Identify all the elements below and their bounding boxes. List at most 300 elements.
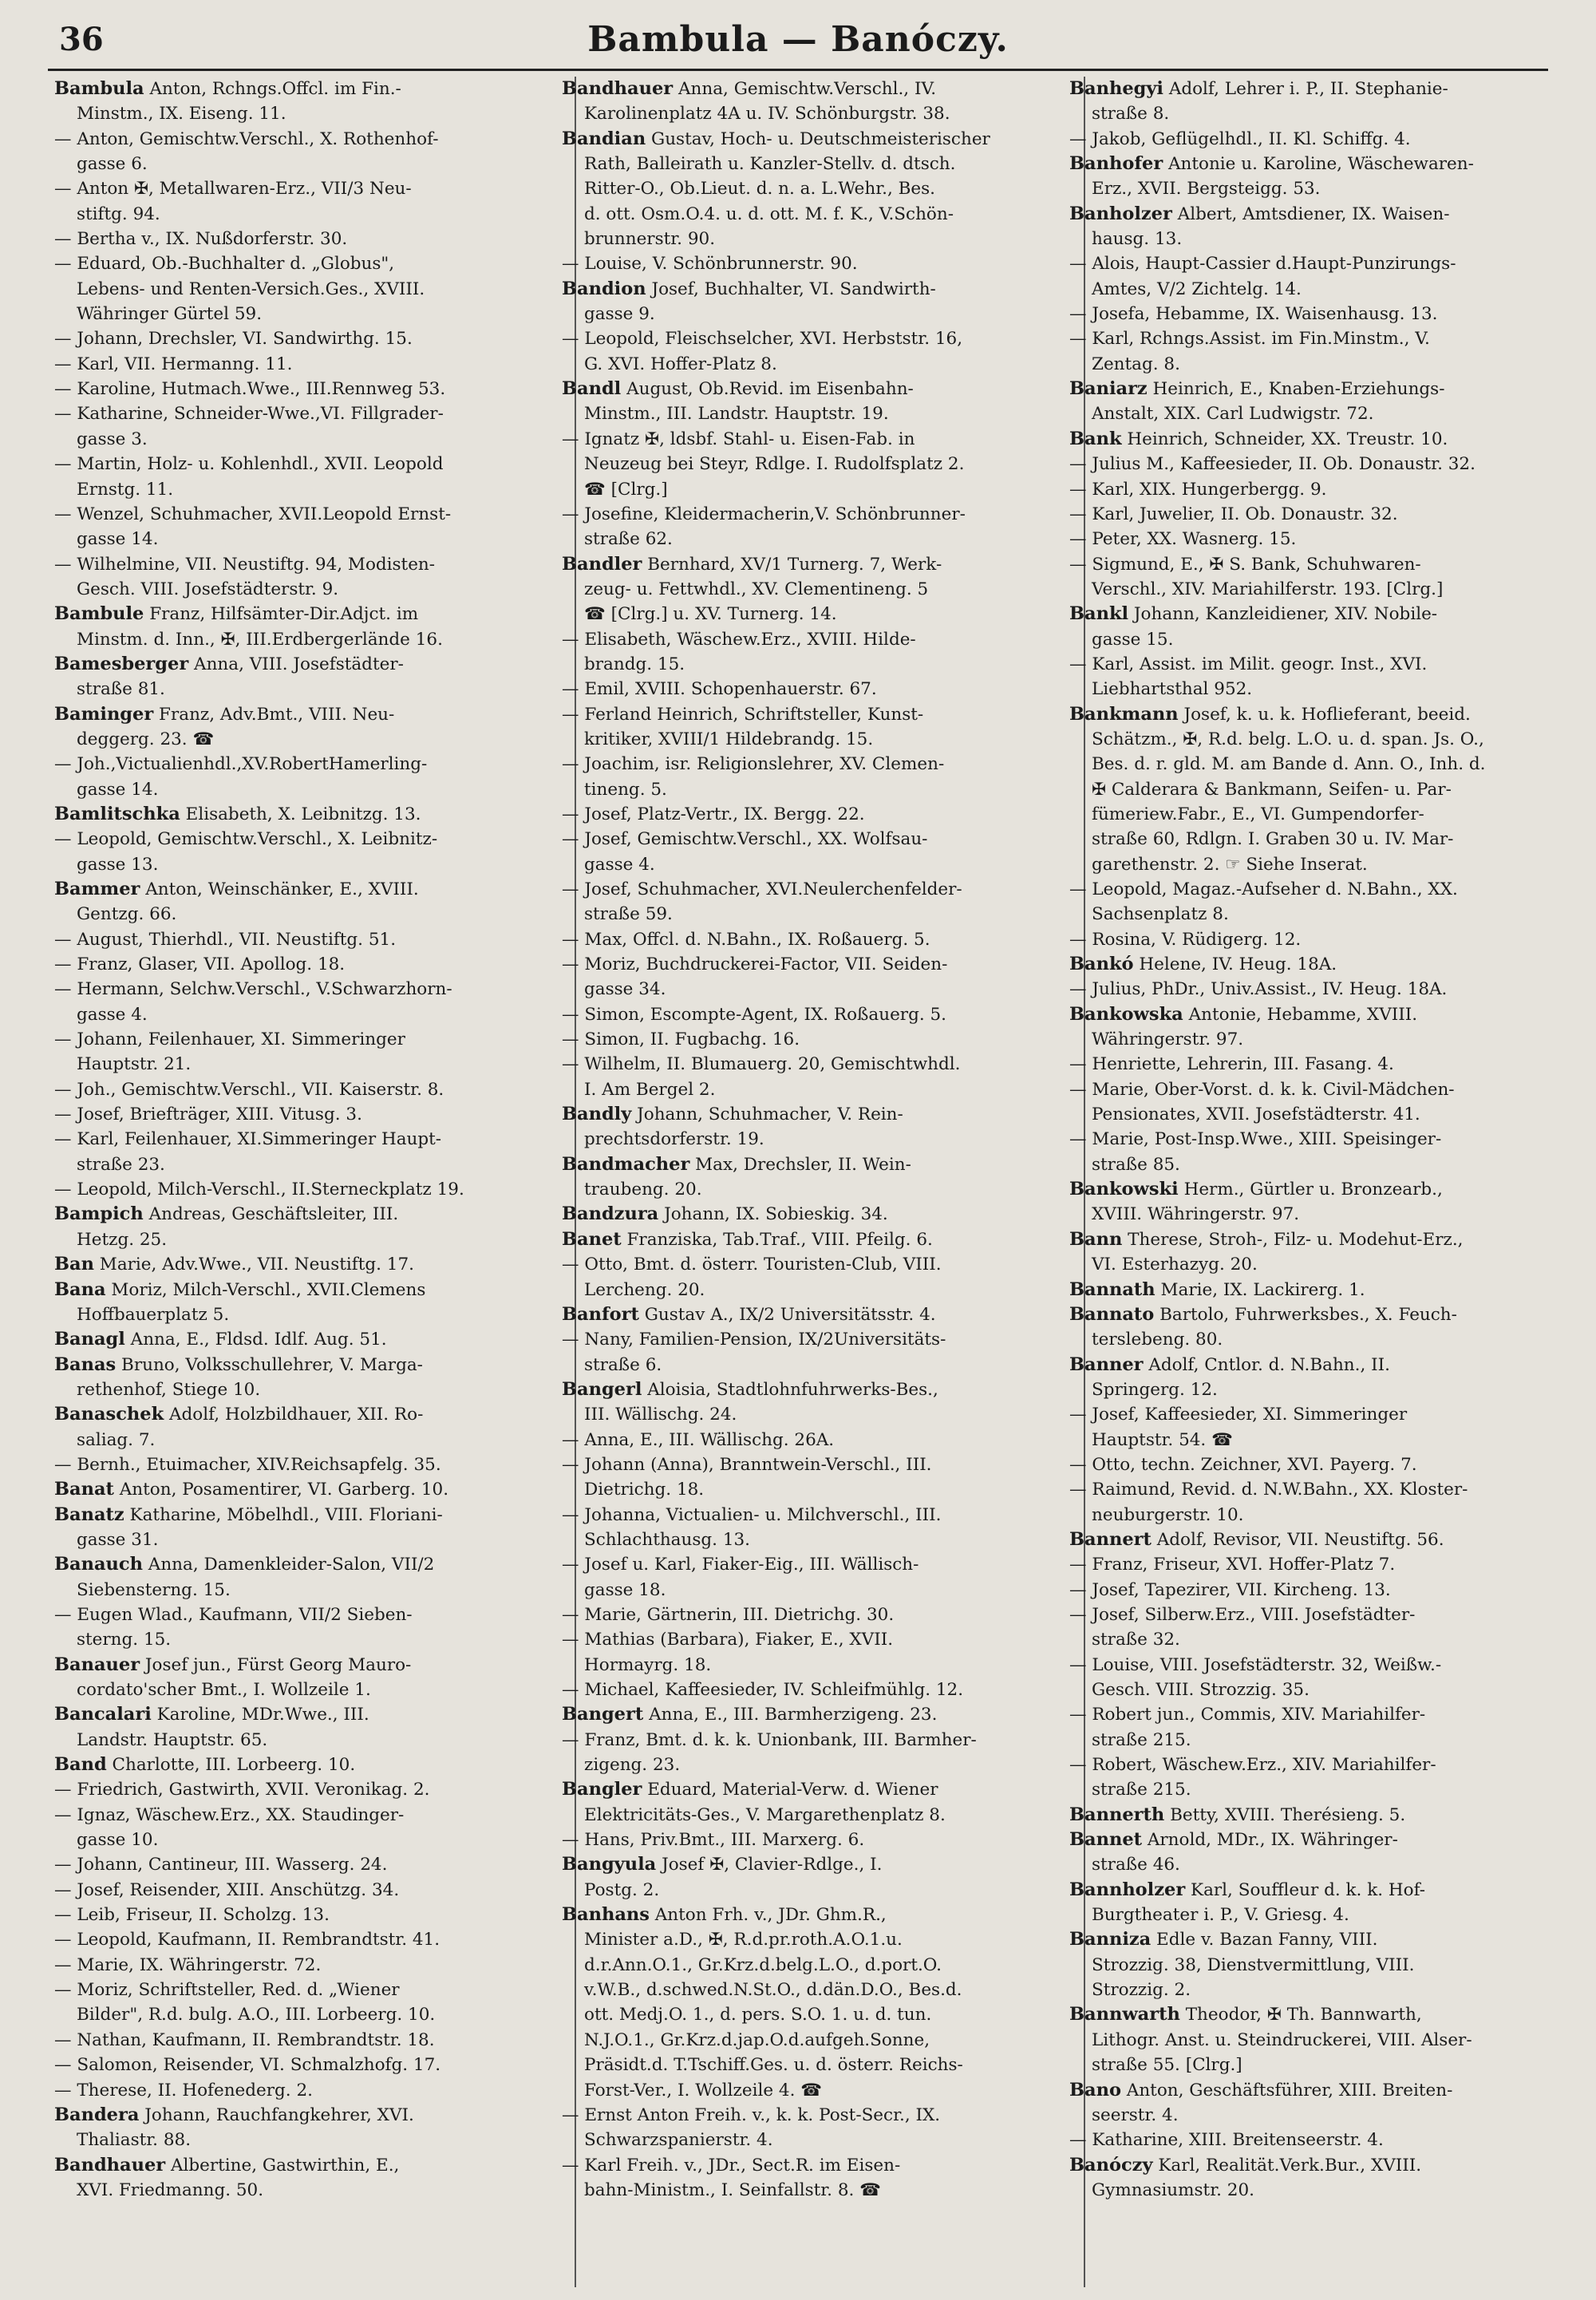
directory-entry xyxy=(1069,251,1548,302)
entry-surname: Baniarz xyxy=(1069,378,1148,400)
entry-surname: Bankowska xyxy=(1069,1003,1183,1025)
entry-line: — Leopold, Magaz.-Aufseher d. N.Bahn., XX. xyxy=(1069,879,1458,899)
directory-entry xyxy=(562,251,1041,276)
directory-entry xyxy=(54,1803,533,1853)
entry-line: — Jakob, Geflügelhdl., II. Kl. Schiffg. 4. xyxy=(1069,128,1411,149)
entry-line: straße 6. xyxy=(584,1354,662,1375)
entry-line: Landstr. Hauptstr. 65. xyxy=(77,1729,268,1750)
entry-line: — Marie, Post-Insp.Wwe., XIII. Speisinger- xyxy=(1069,1129,1442,1150)
entry-line: — Leopold, Kaufmann, II. Rembrandtstr. 41. xyxy=(54,1930,440,1950)
entry-line: Bandzura Johann, IX. Sobieskig. 34. xyxy=(562,1203,888,1225)
entry-line: — Salomon, Reisender, VI. Schmalzhofg. 17. xyxy=(54,2055,441,2076)
entry-line: brunnerstr. 90. xyxy=(584,229,716,250)
directory-entry xyxy=(54,1852,533,1877)
entry-line: VI. Esterhazyg. 20. xyxy=(1092,1255,1258,1275)
entry-surname: Bannholzer xyxy=(1069,1879,1186,1900)
entry-line: Bandly Johann, Schuhmacher, V. Rein- xyxy=(562,1104,903,1125)
entry-line: Banaschek Adolf, Holzbildhauer, XII. Ro- xyxy=(54,1404,424,1425)
directory-entry xyxy=(1069,1552,1548,1577)
directory-entry xyxy=(1069,1578,1548,1602)
entry-line: straße 62. xyxy=(584,529,673,550)
entry-line: Forst-Ver., I. Wollzeile 4. ☎ xyxy=(584,2080,823,2100)
entry-line: — Max, Offcl. d. N.Bahn., IX. Roßauerg. 5. xyxy=(562,929,930,950)
entry-line: zigeng. 23. xyxy=(584,1755,681,1776)
entry-line: Banagl Anna, E., Fldsd. Idlf. Aug. 51. xyxy=(54,1329,387,1350)
directory-entry xyxy=(1069,527,1548,551)
entry-surname: Banóczy xyxy=(1069,2154,1153,2176)
directory-entry xyxy=(1069,1477,1548,1527)
directory-entry xyxy=(54,1702,533,1753)
entry-line: Dietrichg. 18. xyxy=(584,1480,705,1500)
directory-entry xyxy=(54,1177,533,1202)
directory-entry xyxy=(1069,1227,1548,1278)
entry-line: Bandmacher Max, Drechsler, II. Wein- xyxy=(562,1153,911,1175)
directory-entry xyxy=(562,1428,1041,1452)
entry-line: gasse 15. xyxy=(1092,629,1174,650)
directory-entry xyxy=(1069,152,1548,202)
entry-line: — Josef, Kaffeesieder, XI. Simmeringer xyxy=(1069,1405,1408,1425)
entry-line: Banauer Josef jun., Fürst Georg Mauro- xyxy=(54,1654,412,1675)
directory-entry xyxy=(1069,977,1548,1002)
entry-line: — Emil, XVIII. Schopenhauerstr. 67. xyxy=(562,679,877,700)
entry-line: Bangler Eduard, Material-Verw. d. Wiener xyxy=(562,1779,938,1800)
directory-entry xyxy=(54,127,533,177)
directory-entry xyxy=(54,877,533,927)
directory-entry xyxy=(1069,2153,1548,2203)
directory-entry xyxy=(54,1452,533,1477)
entry-line: — Josef u. Karl, Fiaker-Eig., III. Wällisch- xyxy=(562,1555,919,1575)
directory-entry xyxy=(562,1552,1041,1602)
entry-line: Bandion Josef, Buchhalter, VI. Sandwirth- xyxy=(562,278,936,299)
entry-line: — Nany, Familien-Pension, IX/2Universitäts- xyxy=(562,1330,946,1350)
directory-entry xyxy=(1069,1052,1548,1077)
directory-entry xyxy=(54,1477,533,1502)
entry-line: I. Am Bergel 2. xyxy=(584,1079,716,1100)
entry-line: — Mathias (Barbara), Fiaker, E., XVII. xyxy=(562,1630,894,1650)
entry-line: — Rosina, V. Rüdigerg. 12. xyxy=(1069,929,1302,950)
directory-entry xyxy=(562,77,1041,127)
entry-surname: Banet xyxy=(562,1228,622,1250)
page-title: Bambula — Banóczy. xyxy=(587,19,1009,60)
entry-line: sterng. 15. xyxy=(77,1630,172,1650)
directory-entry xyxy=(562,1102,1041,1152)
entry-line: — Ignaz, Wäschew.Erz., XX. Staudinger- xyxy=(54,1804,405,1825)
entry-line: Hetzg. 25. xyxy=(77,1229,168,1250)
directory-entry xyxy=(54,1402,533,1452)
entry-surname: Bamlitschka xyxy=(54,803,180,824)
directory-entry xyxy=(1069,326,1548,377)
entry-line: — Robert, Wäschew.Erz., XIV. Mariahilfer- xyxy=(1069,1755,1436,1776)
entry-line: Ritter-O., Ob.Lieut. d. n. a. L.Wehr., Bes. xyxy=(584,179,936,200)
entry-line: — Johann, Drechsler, VI. Sandwirthg. 15. xyxy=(54,329,413,350)
entry-line: Minstm., III. Landstr. Hauptstr. 19. xyxy=(584,404,889,425)
directory-entry xyxy=(54,952,533,977)
entry-line: gasse 4. xyxy=(584,854,655,875)
entry-surname: Bannath xyxy=(1069,1278,1156,1300)
entry-line: Strozzig. 38, Dienstvermittlung, VIII. xyxy=(1092,1954,1415,1975)
directory-entry xyxy=(54,1102,533,1127)
directory-entry xyxy=(54,652,533,702)
entry-surname: Banatz xyxy=(54,1504,124,1525)
entry-line: tineng. 5. xyxy=(584,779,667,800)
entry-line: straße 81. xyxy=(77,679,165,700)
entry-line: — Josefine, Kleidermacherin,V. Schönbrunner- xyxy=(562,504,966,524)
entry-line: Siebensterng. 15. xyxy=(77,1579,231,1600)
entry-line: gasse 34. xyxy=(584,979,666,1000)
entry-surname: Banniza xyxy=(1069,1929,1152,1950)
entry-line: Bambule Franz, Hilfsämter-Dir.Adjct. im xyxy=(54,603,419,625)
entry-line: — Nathan, Kaufmann, II. Rembrandtstr. 18. xyxy=(54,2029,435,2050)
directory-entry xyxy=(54,1777,533,1802)
entry-line: XVIII. Währingerstr. 97. xyxy=(1092,1204,1300,1225)
entry-surname: Ban xyxy=(54,1254,94,1275)
entry-line: — Karl, VII. Hermanng. 11. xyxy=(54,354,293,374)
entry-line: terslebeng. 80. xyxy=(1092,1330,1223,1350)
directory-entry xyxy=(54,326,533,351)
directory-entry xyxy=(562,877,1041,927)
entry-line: — Wenzel, Schuhmacher, XVII.Leopold Ernst- xyxy=(54,504,452,524)
entry-surname: Bannert xyxy=(1069,1528,1152,1550)
directory-entry xyxy=(1069,502,1548,527)
entry-line: Hormayrg. 18. xyxy=(584,1654,712,1675)
entry-line: Thaliastr. 88. xyxy=(77,2130,192,2151)
directory-entry xyxy=(562,1002,1041,1027)
entry-line: Minister a.D., ✠, R.d.pr.roth.A.O.1.u. xyxy=(584,1930,903,1950)
entry-line: gasse 6. xyxy=(77,154,148,175)
entry-surname: Banhans xyxy=(562,1904,650,1926)
directory-entry xyxy=(562,1152,1041,1203)
entry-surname: Bandion xyxy=(562,278,646,299)
entry-line: gasse 18. xyxy=(584,1579,666,1600)
entry-line: Sachsenplatz 8. xyxy=(1092,904,1229,925)
entry-surname: Bandera xyxy=(54,2104,140,2125)
directory-entry xyxy=(54,1252,533,1277)
entry-surname: Banhofer xyxy=(1069,153,1163,175)
entry-line: — Joachim, isr. Religionslehrer, XV. Clemen- xyxy=(562,754,945,775)
entry-line: Schlachthausg. 13. xyxy=(584,1529,751,1550)
directory-entry xyxy=(54,1602,533,1653)
entry-line: gasse 10. xyxy=(77,1830,159,1851)
entry-line: Pensionates, XVII. Josefstädterstr. 41. xyxy=(1092,1105,1420,1125)
directory-entry xyxy=(54,752,533,802)
entry-line: traubeng. 20. xyxy=(584,1180,702,1200)
entry-line: — Raimund, Revid. d. N.W.Bahn., XX. Kloster- xyxy=(1069,1480,1468,1500)
directory-entry xyxy=(54,251,533,326)
entry-line: — Leopold, Fleischselcher, XVI. Herbststr. 16, xyxy=(562,329,963,350)
entry-line: — Katharine, Schneider-Wwe.,VI. Fillgrader- xyxy=(54,404,444,425)
entry-line: Lercheng. 20. xyxy=(584,1279,705,1300)
entry-line: Währingerstr. 97. xyxy=(1092,1029,1244,1050)
entry-surname: Bangerl xyxy=(562,1378,642,1400)
entry-surname: Banauch xyxy=(54,1554,143,1575)
entry-line: Gesch. VIII. Josefstädterstr. 9. xyxy=(77,579,339,599)
entry-line: straße 8. xyxy=(1092,104,1170,124)
entry-surname: Banagl xyxy=(54,1329,125,1350)
directory-entry xyxy=(562,952,1041,1002)
entry-line: gasse 31. xyxy=(77,1529,159,1550)
directory-entry xyxy=(562,1202,1041,1227)
entry-line: Bannert Adolf, Revisor, VII. Neustiftg. 56. xyxy=(1069,1528,1444,1550)
entry-surname: Banholzer xyxy=(1069,203,1172,224)
entry-line: — Alois, Haupt-Cassier d.Haupt-Punzirungs- xyxy=(1069,254,1456,275)
directory-entry xyxy=(1069,1077,1548,1128)
entry-line: — Anton, Gemischtw.Verschl., X. Rothenhof- xyxy=(54,128,439,149)
directory-entry xyxy=(562,1503,1041,1553)
entry-line: — Josef, Gemischtw.Verschl., XX. Wolfsau- xyxy=(562,829,928,850)
entry-line: Bancalari Karoline, MDr.Wwe., III. xyxy=(54,1704,369,1725)
entry-line: Lebens- und Renten-Versich.Ges., XVIII. xyxy=(77,279,425,299)
directory-entry xyxy=(562,702,1041,753)
directory-entry xyxy=(562,377,1041,427)
entry-line: Währinger Gürtel 59. xyxy=(77,304,263,325)
directory-entry xyxy=(1069,1753,1548,1803)
entry-line: Bano Anton, Geschäftsführer, XIII. Breiten- xyxy=(1069,2079,1453,2100)
entry-line: Karolinenplatz 4A u. IV. Schönburgstr. 38. xyxy=(584,104,950,124)
entry-line: Minstm. d. Inn., ✠, III.Erdbergerlände 16. xyxy=(77,629,443,650)
entry-line: Bammer Anton, Weinschänker, E., XVIII. xyxy=(54,879,419,899)
directory-entry xyxy=(54,1327,533,1352)
entry-line: Neuzeug bei Steyr, Rdlge. I. Rudolfsplatz 2. xyxy=(584,454,965,475)
entry-line: — Katharine, XIII. Breitenseerstr. 4. xyxy=(1069,2130,1384,2151)
entry-line: — Josefa, Hebamme, IX. Waisenhausg. 13. xyxy=(1069,304,1438,325)
directory-entry xyxy=(562,2103,1041,2153)
entry-line: bahn-Ministm., I. Seinfallstr. 8. ☎ xyxy=(584,2179,881,2200)
directory-entry xyxy=(562,1627,1041,1678)
entry-line: Bankowska Antonie, Hebamme, XVIII. xyxy=(1069,1003,1418,1025)
entry-line: Baniarz Heinrich, E., Knaben-Erziehungs- xyxy=(1069,378,1445,400)
entry-line: Band Charlotte, III. Lorbeerg. 10. xyxy=(54,1754,356,1776)
entry-line: — Moriz, Schriftsteller, Red. d. „Wiener xyxy=(54,1980,400,2001)
header-rule xyxy=(48,69,1548,71)
entry-line: Bes. d. r. gld. M. am Bande d. Ann. O., Inh. d. xyxy=(1092,754,1486,775)
directory-entry xyxy=(562,1452,1041,1503)
entry-surname: Bammer xyxy=(54,879,140,899)
entry-surname: Bannato xyxy=(1069,1303,1155,1325)
entry-line: straße 55. [Clrg.] xyxy=(1092,2055,1242,2076)
directory-entry xyxy=(54,2078,533,2103)
entry-surname: Bankmann xyxy=(1069,703,1179,725)
directory-entry xyxy=(562,1602,1041,1627)
entry-surname: Bandian xyxy=(562,128,646,149)
directory-entry xyxy=(54,977,533,1027)
entry-line: XVI. Friedmanng. 50. xyxy=(77,2179,264,2200)
entry-line: — Julius, PhDr., Univ.Assist., IV. Heug. 18A. xyxy=(1069,979,1448,1000)
directory-entry xyxy=(54,1278,533,1328)
entry-line: d.r.Ann.O.1., Gr.Krz.d.belg.L.O., d.port.O. xyxy=(584,1954,942,1975)
entry-line: Erz., XVII. Bergsteigg. 53. xyxy=(1092,179,1321,200)
directory-entry xyxy=(1069,1127,1548,1177)
directory-entry xyxy=(562,1678,1041,1702)
entry-line: — Franz, Glaser, VII. Apollog. 18. xyxy=(54,954,346,975)
entry-surname: Bangyula xyxy=(562,1854,657,1875)
directory-entry xyxy=(562,1327,1041,1377)
directory-entry xyxy=(1069,1402,1548,1452)
directory-entry xyxy=(1069,952,1548,977)
entry-line: — Peter, XX. Wasnerg. 15. xyxy=(1069,529,1297,550)
directory-entry xyxy=(54,1503,533,1553)
entry-line: — Eugen Wlad., Kaufmann, VII/2 Sieben- xyxy=(54,1604,413,1625)
entry-line: Springerg. 12. xyxy=(1092,1379,1218,1400)
entry-line: Gesch. VIII. Strozzig. 35. xyxy=(1092,1680,1310,1700)
directory-entry xyxy=(54,1978,533,2028)
entry-line: Bannet Arnold, MDr., IX. Währinger- xyxy=(1069,1829,1398,1851)
directory-entry xyxy=(54,2053,533,2077)
directory-entry xyxy=(1069,702,1548,877)
directory-entry xyxy=(1069,452,1548,476)
entry-line: gasse 3. xyxy=(77,429,148,449)
directory-entry xyxy=(54,452,533,502)
entry-line: Bankowski Herm., Gürtler u. Bronzearb., xyxy=(1069,1179,1443,1200)
directory-entry xyxy=(1069,552,1548,603)
entry-line: Bannholzer Karl, Souffleur d. k. k. Hof- xyxy=(1069,1879,1426,1900)
entry-line: Bampich Andreas, Geschäftsleiter, III. xyxy=(54,1203,399,1225)
directory-entry xyxy=(1069,1702,1548,1753)
entry-line: — Friedrich, Gastwirth, XVII. Veronikag. 2. xyxy=(54,1780,430,1800)
directory-entry xyxy=(1069,427,1548,452)
directory-entry xyxy=(1069,377,1548,427)
directory-entry xyxy=(562,1377,1041,1428)
entry-surname: Banfort xyxy=(562,1303,639,1325)
entry-line: Banauch Anna, Damenkleider-Salon, VII/2 xyxy=(54,1554,435,1575)
entry-line: straße 59. xyxy=(584,904,673,925)
entry-line: Bangerl Aloisia, Stadtlohnfuhrwerks-Bes., xyxy=(562,1378,938,1400)
entry-line: straße 23. xyxy=(77,1154,165,1175)
entry-line: neuburgerstr. 10. xyxy=(1092,1504,1244,1525)
entry-line: — Johann (Anna), Branntwein-Verschl., III. xyxy=(562,1454,932,1475)
entry-line: — Bertha v., IX. Nußdorferstr. 30. xyxy=(54,229,348,250)
entry-line: straße 85. xyxy=(1092,1154,1180,1175)
entry-surname: Banner xyxy=(1069,1354,1144,1375)
directory-entry xyxy=(562,1828,1041,1852)
directory-entry xyxy=(54,1653,533,1703)
directory-entry xyxy=(54,2028,533,2053)
entry-line: — Therese, II. Hofenederg. 2. xyxy=(54,2080,313,2100)
entry-line: — Karl, XIX. Hungerbergg. 9. xyxy=(1069,479,1327,500)
entry-line: Bank Heinrich, Schneider, XX. Treustr. 10. xyxy=(1069,428,1448,449)
entry-line: — Anna, E., III. Wällischg. 26A. xyxy=(562,1429,835,1450)
entry-line: Banóczy Karl, Realität.Verk.Bur., XVIII. xyxy=(1069,2154,1422,2176)
directory-entry xyxy=(562,552,1041,627)
entry-line: Banholzer Albert, Amtsdiener, IX. Waisen- xyxy=(1069,203,1450,224)
entry-line: Banhofer Antonie u. Karoline, Wäschewaren- xyxy=(1069,153,1474,175)
entry-surname: Band xyxy=(54,1754,107,1776)
entry-line: Bannwarth Theodor, ✠ Th. Bannwarth, xyxy=(1069,2004,1422,2025)
entry-line: gasse 4. xyxy=(77,1004,148,1025)
entry-line: — August, Thierhdl., VII. Neustiftg. 51. xyxy=(54,929,397,950)
entry-line: gasse 9. xyxy=(584,304,655,325)
entry-line: gasse 14. xyxy=(77,779,159,800)
entry-line: — Karl, Rchngs.Assist. im Fin.Minstm., V. xyxy=(1069,329,1430,350)
entry-line: — Henriette, Lehrerin, III. Fasang. 4. xyxy=(1069,1054,1394,1075)
entry-line: seerstr. 4. xyxy=(1092,2104,1179,2125)
entry-surname: Bano xyxy=(1069,2079,1121,2100)
entry-surname: Bann xyxy=(1069,1228,1123,1250)
entry-line: Anstalt, XIX. Carl Ludwigstr. 72. xyxy=(1092,404,1374,425)
directory-entry xyxy=(1069,1353,1548,1403)
directory-entry xyxy=(1069,1927,1548,2002)
directory-entry xyxy=(562,1027,1041,1052)
directory-entry xyxy=(1069,477,1548,502)
entry-surname: Bank xyxy=(1069,428,1122,449)
directory-entry xyxy=(54,802,533,827)
directory-entry xyxy=(1069,927,1548,952)
directory-entry xyxy=(54,1077,533,1102)
entry-line: straße 46. xyxy=(1092,1855,1180,1875)
directory-entry xyxy=(54,1927,533,1952)
entry-line: Bankó Helene, IV. Heug. 18A. xyxy=(1069,954,1337,975)
entry-line: — Marie, IX. Währingerstr. 72. xyxy=(54,1954,322,1975)
entry-line: — Josef, Reisender, XIII. Anschützg. 34. xyxy=(54,1879,400,1900)
entry-line: Banniza Edle v. Bazan Fanny, VIII. xyxy=(1069,1929,1378,1950)
entry-line: — Franz, Friseur, XVI. Hoffer-Platz 7. xyxy=(1069,1555,1396,1575)
entry-line: — Josef, Tapezirer, VII. Kircheng. 13. xyxy=(1069,1579,1391,1600)
entry-surname: Bandmacher xyxy=(562,1153,690,1175)
entry-line: Strozzig. 2. xyxy=(1092,1980,1191,2001)
entry-line: Bankmann Josef, k. u. k. Hoflieferant, beeid. xyxy=(1069,703,1471,725)
directory-entry xyxy=(54,1027,533,1077)
entry-line: Bandian Gustav, Hoch- u. Deutschmeisterischer xyxy=(562,128,990,149)
entry-line: d. ott. Osm.O.4. u. d. ott. M. f. K., V.Schön- xyxy=(584,204,954,224)
entry-line: — Josef, Schuhmacher, XVI.Neulerchenfelder- xyxy=(562,879,962,899)
entry-line: Verschl., XIV. Mariahilferstr. 193. [Clrg.] xyxy=(1092,579,1444,599)
directory-entry xyxy=(562,1227,1041,1252)
directory-entry xyxy=(1069,602,1548,652)
directory-entry xyxy=(1069,1878,1548,1928)
entry-surname: Bandhauer xyxy=(54,2154,166,2176)
entry-line: Bandhauer Anna, Gemischtw.Verschl., IV. xyxy=(562,78,937,99)
page-header xyxy=(48,16,1548,72)
directory-entry xyxy=(562,1728,1041,1778)
entry-line: Bandler Bernhard, XV/1 Turnerg. 7, Werk- xyxy=(562,553,942,575)
entry-line: — Wilhelm, II. Blumauerg. 20, Gemischtwhdl. xyxy=(562,1054,961,1075)
entry-line: Schätzm., ✠, R.d. belg. L.O. u. d. span. Js. O., xyxy=(1092,729,1484,749)
directory-entry xyxy=(562,1052,1041,1102)
directory-entry xyxy=(1069,202,1548,252)
entry-line: — Julius M., Kaffeesieder, II. Ob. Donaustr. 32. xyxy=(1069,454,1476,475)
entry-line: Banatz Katharine, Möbelhdl., VIII. Floriani- xyxy=(54,1504,443,1525)
entry-line: Bamesberger Anna, VIII. Josefstädter- xyxy=(54,653,404,674)
directory-entry xyxy=(1069,652,1548,702)
directory-entry xyxy=(1069,1302,1548,1353)
entry-line: garethenstr. 2. ☞ Siehe Inserat. xyxy=(1092,854,1368,875)
directory-entry xyxy=(1069,2002,1548,2077)
directory-entry xyxy=(54,176,533,227)
entry-line: — Karl Freih. v., JDr., Sect.R. im Eisen- xyxy=(562,2155,901,2176)
directory-entry xyxy=(562,277,1041,327)
entry-line: — Karl, Juwelier, II. Ob. Donaustr. 32. xyxy=(1069,504,1398,524)
entry-line: Bandhauer Albertine, Gastwirthin, E., xyxy=(54,2154,400,2176)
directory-entry xyxy=(562,627,1041,678)
entry-surname: Bankó xyxy=(1069,954,1134,975)
entry-line: Bilder", R.d. bulg. A.O., III. Lorbeerg. 10. xyxy=(77,2005,436,2025)
entry-line: Burgtheater i. P., V. Griesg. 4. xyxy=(1092,1905,1349,1926)
entry-line: Hauptstr. 54. ☎ xyxy=(1092,1429,1233,1450)
directory-entry xyxy=(54,401,533,452)
entry-surname: Banauer xyxy=(54,1654,140,1675)
entry-surname: Bankowski xyxy=(1069,1179,1179,1200)
directory-entry xyxy=(562,502,1041,552)
entry-line: — Michael, Kaffeesieder, IV. Schleifmühlg. 12. xyxy=(562,1680,964,1700)
directory-entry xyxy=(1069,2128,1548,2152)
directory-entry xyxy=(562,326,1041,377)
entry-line: gasse 14. xyxy=(77,529,159,550)
directory-entry xyxy=(562,2153,1041,2203)
entry-line: G. XVI. Hoffer-Platz 8. xyxy=(584,354,777,374)
entry-line: Banfort Gustav A., IX/2 Universitätsstr. 4. xyxy=(562,1303,936,1325)
entry-line: Baminger Franz, Adv.Bmt., VIII. Neu- xyxy=(54,703,395,725)
entry-line: — Otto, techn. Zeichner, XVI. Payerg. 7. xyxy=(1069,1454,1417,1475)
entry-line: — Marie, Ober-Vorst. d. k. k. Civil-Mädchen- xyxy=(1069,1079,1455,1100)
